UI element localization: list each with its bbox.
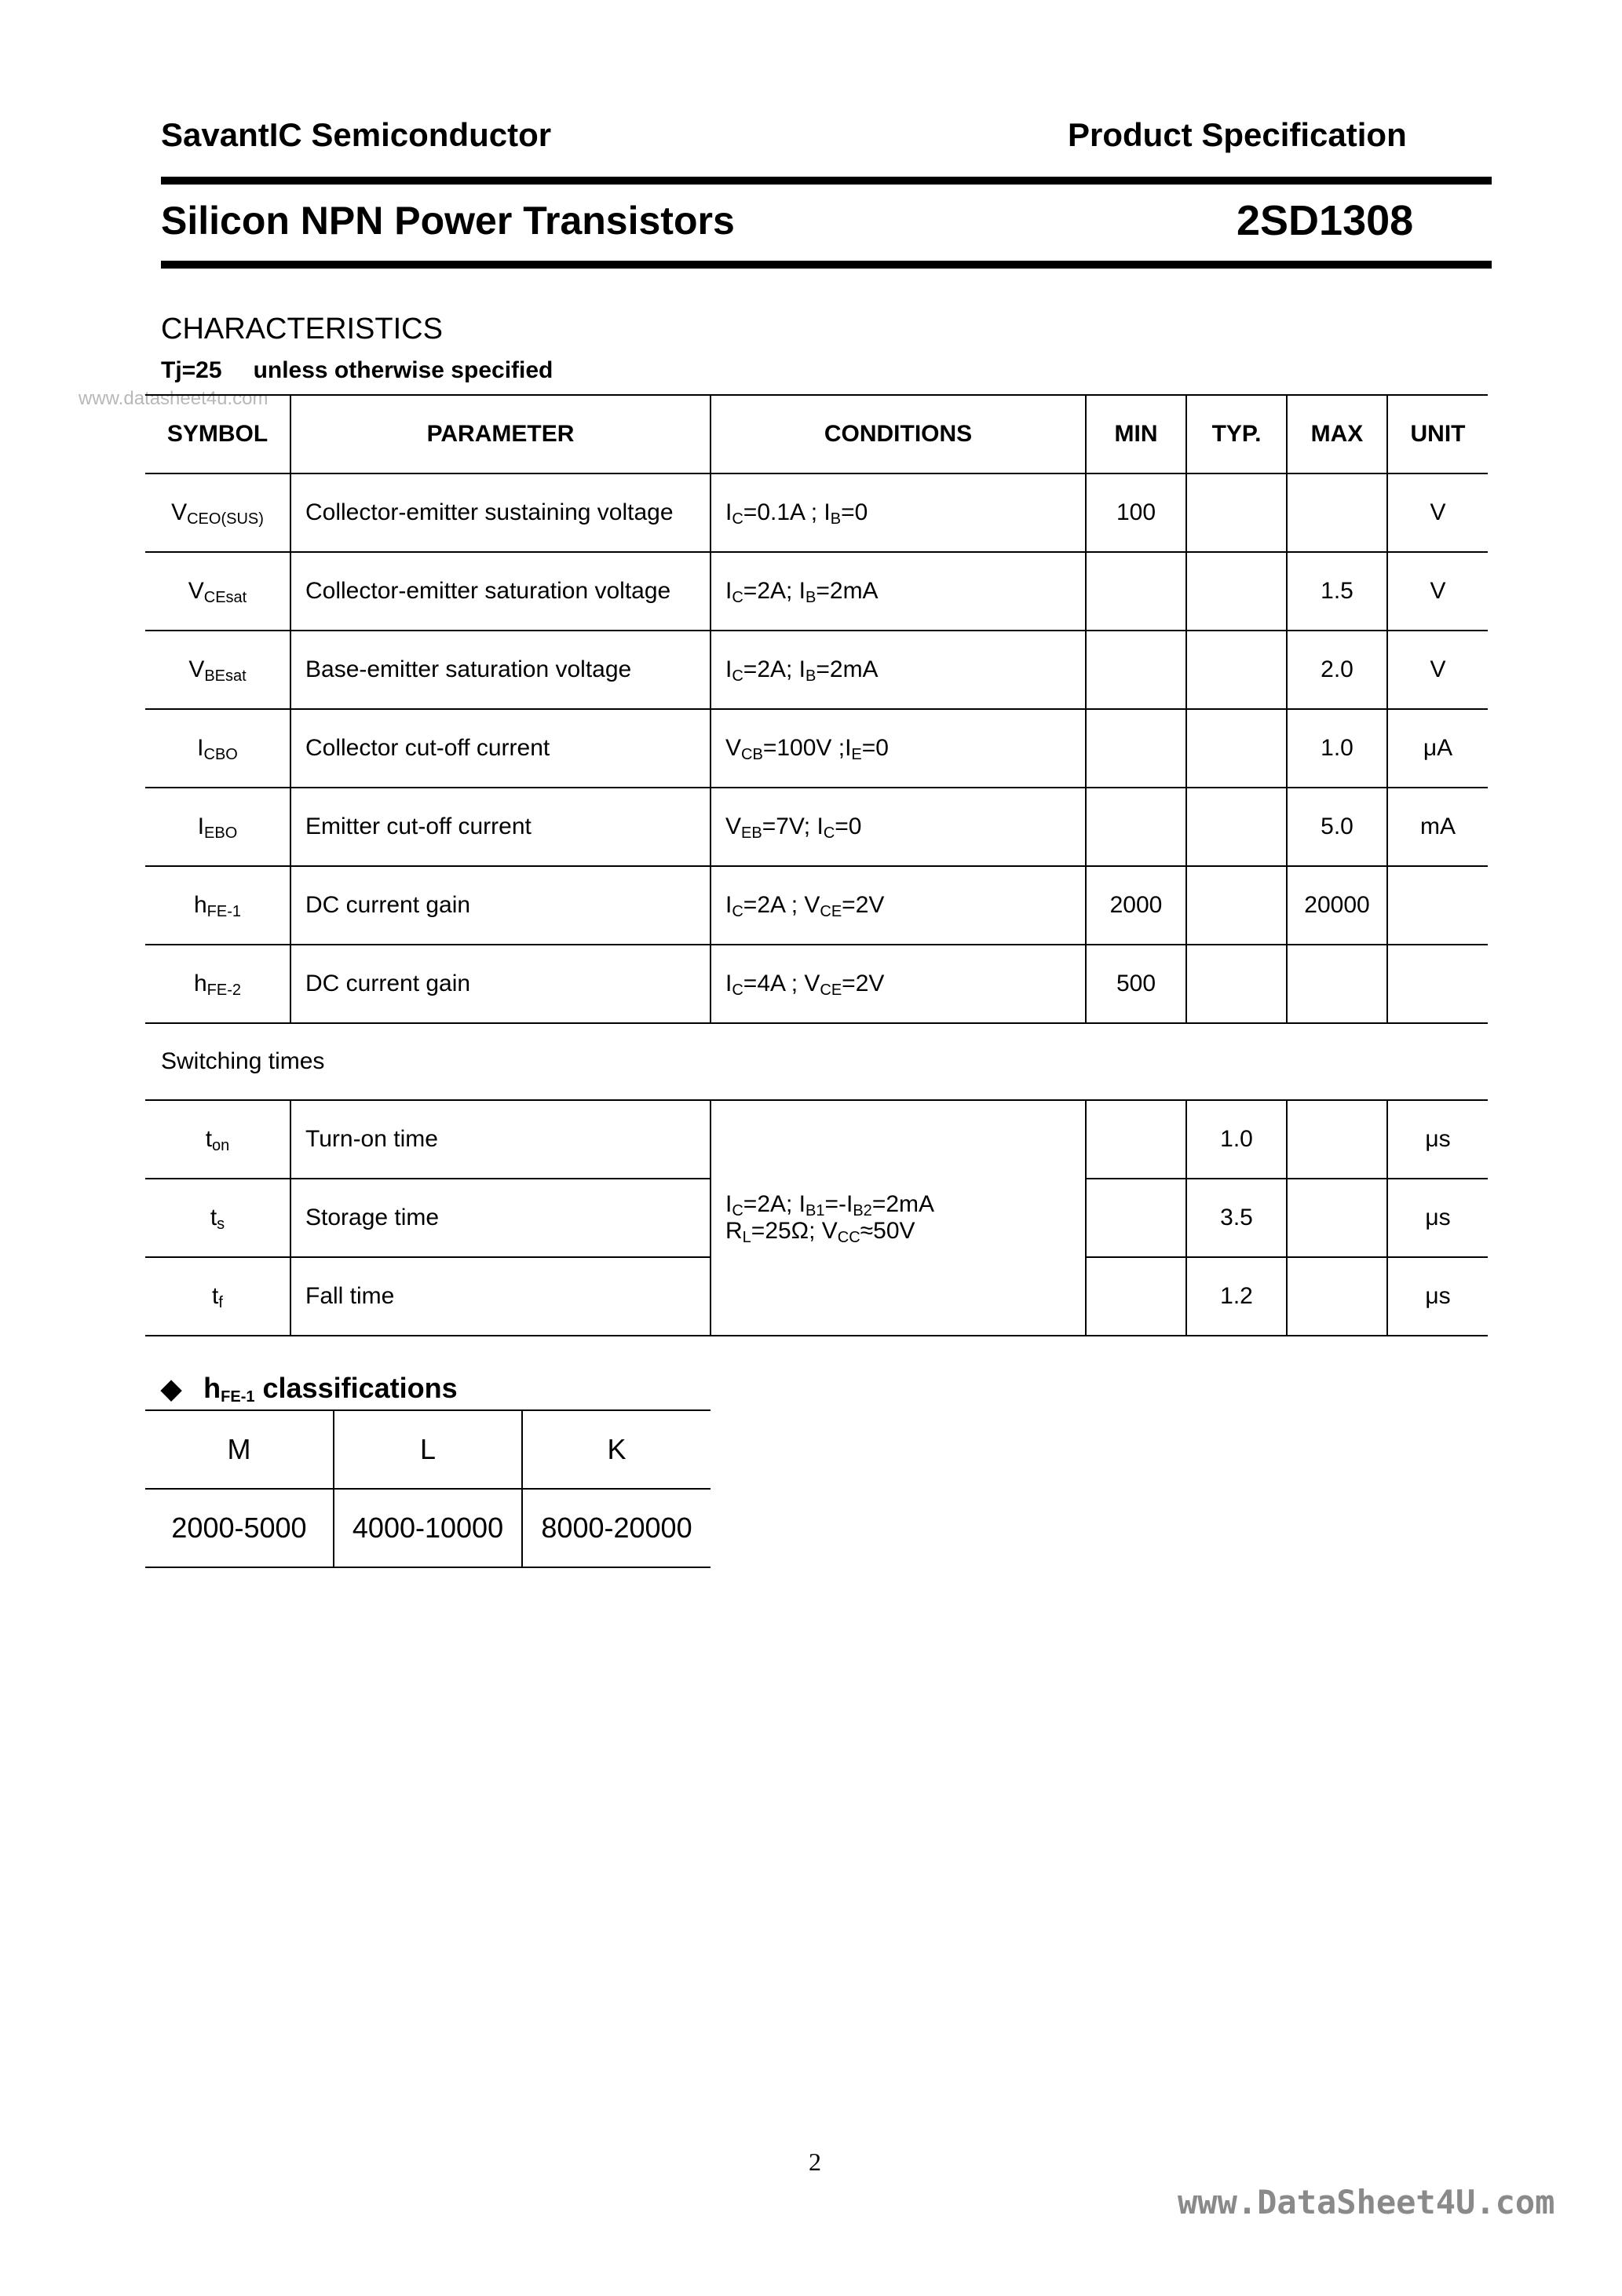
- unit-cell: μA: [1387, 709, 1488, 788]
- header-cell: UNIT: [1387, 395, 1488, 473]
- part-number: 2SD1308: [1237, 197, 1414, 244]
- symbol-cell: $I_{EBO}$: [145, 788, 290, 866]
- min-cell: [1086, 1257, 1186, 1336]
- min-cell: 100: [1086, 473, 1186, 552]
- diamond-bullet-icon: ◆: [161, 1374, 182, 1404]
- parameter-cell: Storage time: [290, 1179, 711, 1257]
- conditions-cell: $I_C=0.1A$ ; $I_B=0$: [711, 473, 1086, 552]
- switching-condition-line-1: $I_C=2A$; $I_{B1}=-I_{B2}=2mA$: [725, 1191, 935, 1219]
- range-cell: 2000-5000: [145, 1489, 334, 1567]
- grade-cell: L: [334, 1410, 522, 1489]
- typ-cell: [1186, 788, 1287, 866]
- header-rule-top: [161, 177, 1492, 185]
- typ-cell: [1186, 552, 1287, 631]
- typ-cell: [1186, 709, 1287, 788]
- header-cell: MAX: [1287, 395, 1387, 473]
- page-number: 2: [809, 2148, 821, 2176]
- max-cell: 2.0: [1287, 631, 1387, 709]
- grade-cell: K: [522, 1410, 711, 1489]
- max-cell: [1287, 1257, 1387, 1336]
- table-row: [145, 473, 1488, 552]
- max-cell: 20000: [1287, 866, 1387, 945]
- header-cell: CONDITIONS: [711, 395, 1086, 473]
- symbol-cell: $t_{on}$: [145, 1100, 290, 1179]
- switching-label-row: [145, 1023, 1488, 1100]
- range-cell: 8000-20000: [522, 1489, 711, 1567]
- min-cell: 500: [1086, 945, 1186, 1023]
- header-rule-bottom: [161, 261, 1492, 269]
- characteristics-table: [145, 394, 1488, 1336]
- parameter-cell: Fall time: [290, 1257, 711, 1336]
- conditions-cell: $I_C=4A$ ; $V_{CE}=2V$: [711, 945, 1086, 1023]
- grade-row: [145, 1410, 711, 1489]
- condition-prefix: Tj=25: [161, 357, 222, 383]
- condition-text: unless otherwise specified: [253, 357, 553, 383]
- table-row: [145, 1100, 1488, 1179]
- parameter-cell: DC current gain: [290, 945, 711, 1023]
- min-cell: [1086, 631, 1186, 709]
- symbol-cell: $I_{CBO}$: [145, 709, 290, 788]
- max-cell: [1287, 945, 1387, 1023]
- table-row: [145, 631, 1488, 709]
- typ-cell: 1.2: [1186, 1257, 1287, 1336]
- max-cell: 5.0: [1287, 788, 1387, 866]
- company-name: SavantIC Semiconductor: [161, 116, 552, 153]
- max-cell: 1.5: [1287, 552, 1387, 631]
- table-row: [145, 709, 1488, 788]
- table-row: [145, 552, 1488, 631]
- classifications-heading: ◆ $h_{FE-1}$ classifications: [161, 1372, 458, 1406]
- header-cell: MIN: [1086, 395, 1186, 473]
- grade-cell: M: [145, 1410, 334, 1489]
- parameter-cell: DC current gain: [290, 866, 711, 945]
- symbol-cell: $V_{CEO(SUS)}$: [145, 473, 290, 552]
- symbol-cell: $V_{CEsat}$: [145, 552, 290, 631]
- parameter-cell: Turn-on time: [290, 1100, 711, 1179]
- document-type: Product Specification: [1068, 116, 1407, 153]
- table-row: [145, 866, 1488, 945]
- unit-cell: [1387, 945, 1488, 1023]
- range-row: [145, 1489, 711, 1567]
- typ-cell: [1186, 866, 1287, 945]
- unit-cell: V: [1387, 631, 1488, 709]
- condition-note: [161, 357, 553, 384]
- classifications-table: [145, 1409, 711, 1568]
- min-cell: [1086, 552, 1186, 631]
- switching-condition-line-2: $R_L=25\Omega$; $V_{CC}\approx 50V$: [725, 1218, 915, 1246]
- symbol-cell: $t_f$: [145, 1257, 290, 1336]
- min-cell: [1086, 1100, 1186, 1179]
- header-cell: SYMBOL: [145, 395, 290, 473]
- watermark-top: www.datasheet4u.com: [79, 388, 269, 409]
- section-title: CHARACTERISTICS: [161, 313, 443, 345]
- unit-cell: [1387, 866, 1488, 945]
- unit-cell: mA: [1387, 788, 1488, 866]
- parameter-cell: Collector-emitter sustaining voltage: [290, 473, 711, 552]
- unit-cell: μs: [1387, 1179, 1488, 1257]
- conditions-cell: $V_{CB}=100V$ $;I_E=0$: [711, 709, 1086, 788]
- conditions-cell: $I_C=2A$ ; $V_{CE}=2V$: [711, 866, 1086, 945]
- parameter-cell: Emitter cut-off current: [290, 788, 711, 866]
- typ-cell: 3.5: [1186, 1179, 1287, 1257]
- symbol-cell: $h_{FE-2}$: [145, 945, 290, 1023]
- typ-cell: [1186, 631, 1287, 709]
- table-row: [145, 945, 1488, 1023]
- max-cell: [1287, 1179, 1387, 1257]
- conditions-cell: $V_{EB}=7V$; $I_C=0$: [711, 788, 1086, 866]
- range-cell: 4000-10000: [334, 1489, 522, 1567]
- parameter-cell: Collector-emitter saturation voltage: [290, 552, 711, 631]
- unit-cell: μs: [1387, 1257, 1488, 1336]
- switching-label: Switching times: [145, 1023, 1488, 1100]
- min-cell: [1086, 788, 1186, 866]
- symbol-cell: $V_{BEsat}$: [145, 631, 290, 709]
- symbol-cell: $t_s$: [145, 1179, 290, 1257]
- min-cell: [1086, 1179, 1186, 1257]
- table-header-row: [145, 395, 1488, 473]
- conditions-cell: $I_C=2A$; $I_B=2mA$: [711, 631, 1086, 709]
- watermark-bottom: www.DataSheet4U.com: [1178, 2183, 1555, 2221]
- parameter-cell: Collector cut-off current: [290, 709, 711, 788]
- typ-cell: 1.0: [1186, 1100, 1287, 1179]
- max-cell: [1287, 473, 1387, 552]
- conditions-cell: $I_C=2A$; $I_B=2mA$: [711, 552, 1086, 631]
- product-family: Silicon NPN Power Transistors: [161, 199, 735, 243]
- typ-cell: [1186, 945, 1287, 1023]
- max-cell: [1287, 1100, 1387, 1179]
- min-cell: 2000: [1086, 866, 1186, 945]
- max-cell: 1.0: [1287, 709, 1387, 788]
- unit-cell: μs: [1387, 1100, 1488, 1179]
- table-row: [145, 788, 1488, 866]
- min-cell: [1086, 709, 1186, 788]
- typ-cell: [1186, 473, 1287, 552]
- header-cell: TYP.: [1186, 395, 1287, 473]
- switching-conditions-cell: [711, 1100, 1086, 1336]
- unit-cell: V: [1387, 473, 1488, 552]
- symbol-cell: $h_{FE-1}$: [145, 866, 290, 945]
- parameter-cell: Base-emitter saturation voltage: [290, 631, 711, 709]
- unit-cell: V: [1387, 552, 1488, 631]
- header-cell: PARAMETER: [290, 395, 711, 473]
